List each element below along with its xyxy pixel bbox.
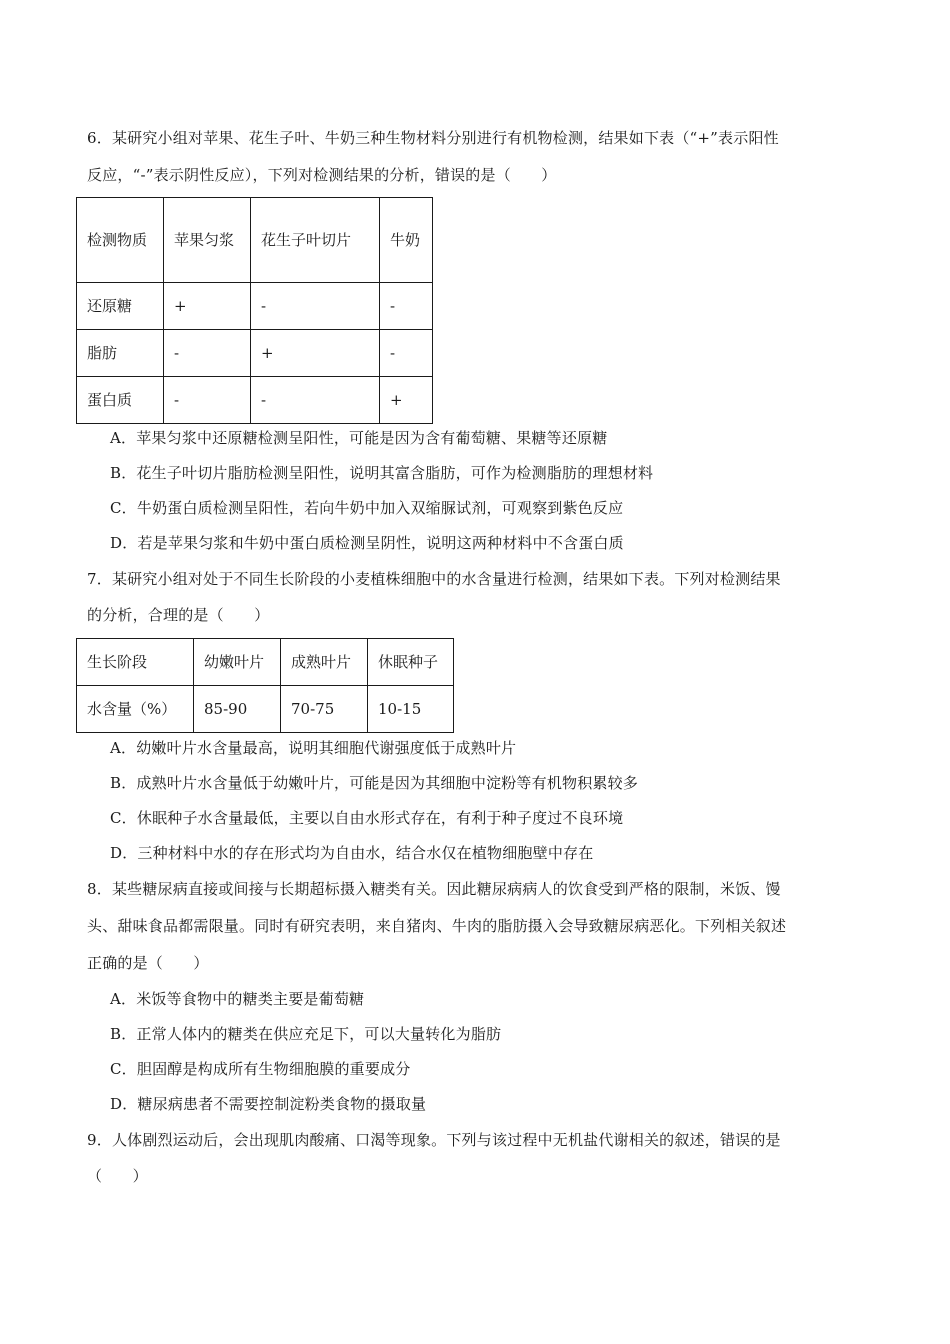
q6-cell: - [251,377,380,424]
q6-cell: - [164,377,251,424]
q7-option-d: D．三种材料中水的存在形式均为自由水，结合水仅在植物细胞壁中存在 [110,844,594,862]
q9-stem-line1: 9．人体剧烈运动后，会出现肌肉酸痛、口渴等现象。下列与该过程中无机盐代谢相关的叙述，错误的是 [87,1131,781,1149]
q7-stem-line2: 的分析，合理的是（ ） [87,606,270,624]
q7-cell: 70-75 [281,686,368,733]
q7-header-cell: 休眠种子 [368,639,454,686]
q6-header-cell: 花生子叶切片 [251,198,380,283]
q8-stem-line1: 8．某些糖尿病直接或间接与长期超标摄入糖类有关。因此糖尿病病人的饮食受到严格的限制，米饭、馒 [87,880,781,898]
q6-option-a: A．苹果匀浆中还原糖检测呈阳性，可能是因为含有葡萄糖、果糖等还原糖 [110,429,608,447]
q6-stem-line1: 6．某研究小组对苹果、花生子叶、牛奶三种生物材料分别进行有机物检测，结果如下表（“+”表示阳性 [87,129,779,147]
q6-table [76,197,433,424]
q6-table-header-row [77,198,433,283]
q6-header-cell: 检测物质 [77,198,164,283]
q7-option-a: A．幼嫩叶片水含量最高，说明其细胞代谢强度低于成熟叶片 [110,739,517,757]
q8-option-d: D．糖尿病患者不需要控制淀粉类食物的摄取量 [110,1095,427,1113]
q7-stem-line1: 7．某研究小组对处于不同生长阶段的小麦植株细胞中的水含量进行检测，结果如下表。下列对检测结果 [87,570,781,588]
q6-option-c: C．牛奶蛋白质检测呈阳性，若向牛奶中加入双缩脲试剂，可观察到紫色反应 [110,499,624,517]
q6-stem-line2: 反应，“-”表示阴性反应），下列对检测结果的分析，错误的是（ ） [87,166,557,184]
q8-stem-line3: 正确的是（ ） [87,954,209,972]
q6-cell: - [164,330,251,377]
q8-stem-line2: 头、甜味食品都需限量。同时有研究表明，来自猪肉、牛肉的脂肪摄入会导致糖尿病恶化。下列相关叙述 [87,917,787,935]
table-row [77,283,433,330]
q6-cell: - [380,283,433,330]
q6-cell: 蛋白质 [77,377,164,424]
q7-header-cell: 生长阶段 [77,639,194,686]
q9-stem-line2: （ ） [87,1167,148,1185]
q7-table [76,638,454,733]
q7-cell: 10-15 [368,686,454,733]
q6-option-d: D．若是苹果匀浆和牛奶中蛋白质检测呈阴性，说明这两种材料中不含蛋白质 [110,534,624,552]
table-row [77,377,433,424]
q6-option-b: B．花生子叶切片脂肪检测呈阳性，说明其富含脂肪，可作为检测脂肪的理想材料 [110,464,654,482]
q6-cell: - [380,330,433,377]
q6-cell: - [251,283,380,330]
q8-option-a: A．米饭等食物中的糖类主要是葡萄糖 [110,990,365,1008]
q6-cell: + [164,283,251,330]
q8-option-b: B．正常人体内的糖类在供应充足下，可以大量转化为脂肪 [110,1025,502,1043]
q7-header-cell: 成熟叶片 [281,639,368,686]
q7-table-header-row [77,639,454,686]
q7-cell: 水含量（%） [77,686,194,733]
q7-cell: 85-90 [194,686,281,733]
q6-header-cell: 牛奶 [380,198,433,283]
q7-option-b: B．成熟叶片水含量低于幼嫩叶片，可能是因为其细胞中淀粉等有机物积累较多 [110,774,639,792]
q8-option-c: C．胆固醇是构成所有生物细胞膜的重要成分 [110,1060,411,1078]
q6-cell: 还原糖 [77,283,164,330]
q6-cell: 脂肪 [77,330,164,377]
table-row [77,330,433,377]
q6-cell: + [380,377,433,424]
q6-header-cell: 苹果匀浆 [164,198,251,283]
table-row [77,686,454,733]
q6-cell: + [251,330,380,377]
q7-option-c: C．休眠种子水含量最低，主要以自由水形式存在，有利于种子度过不良环境 [110,809,624,827]
q7-header-cell: 幼嫩叶片 [194,639,281,686]
